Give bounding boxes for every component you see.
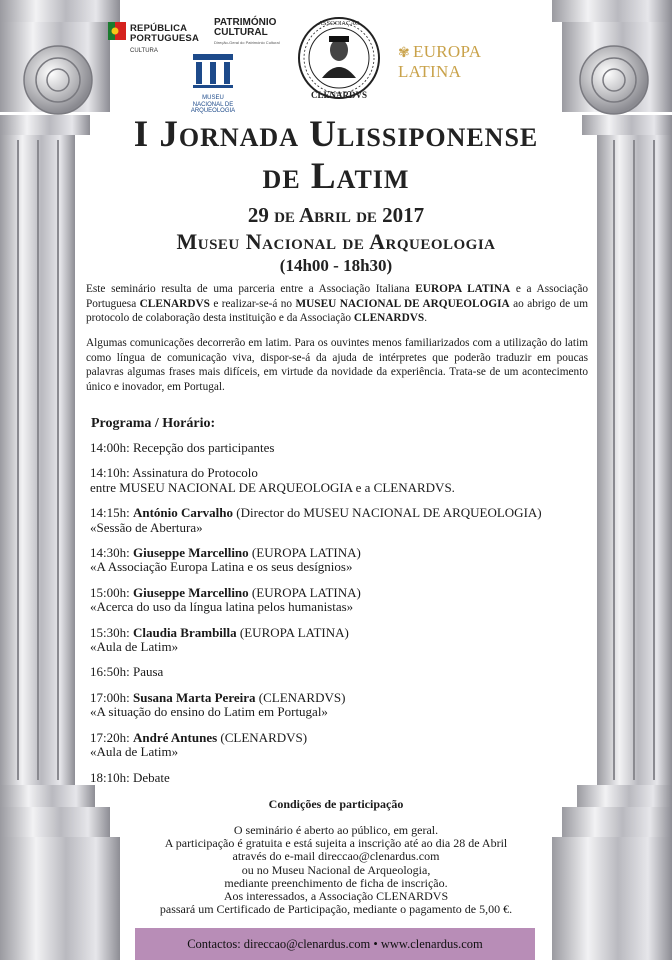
- programa-item: [90, 771, 590, 785]
- patrimonio-line2: CULTURAL: [214, 27, 268, 38]
- programa-item-line1: [90, 466, 590, 480]
- programa-item: [90, 731, 590, 760]
- programa-description: (CLENARDVS): [255, 689, 346, 705]
- programa-description: (EUROPA LATINA): [236, 624, 349, 640]
- programa-time: 17:00h:: [90, 689, 133, 705]
- programa-item: [90, 626, 590, 655]
- programa-item-line1: [90, 546, 590, 560]
- programa-item: [90, 665, 590, 679]
- programa-item-line1: [90, 665, 590, 679]
- event-title-line1: I Jornada Ulissiponense: [133, 114, 539, 155]
- programa-time: 18:10h:: [90, 769, 133, 785]
- republica-portuguesa-logo: [108, 18, 198, 58]
- programa-speaker: Susana Marta Pereira: [132, 689, 256, 705]
- museu-line1: MUSEU: [202, 95, 224, 101]
- laurel-icon: ✾: [398, 46, 411, 61]
- programa-item-line2: «Sessão de Abertura»: [90, 519, 203, 535]
- condicoes-line: passará um Certificado de Participação, mediante o pagamento de 5,00 €.: [159, 902, 513, 917]
- clenardus-seal-logo: [296, 12, 382, 104]
- programa-description: Pausa: [132, 664, 164, 680]
- portugal-flag-icon: [108, 22, 126, 40]
- intro-paragraph-1: Este seminário resulta de uma parceria entre a Associação Italiana EUROPA LATINA e a Associação Portuguesa CLENARDVS e realizar-se-á no MUSEU NACIONAL DE ARQUEOLOGIA ao abrigo de um protocolo de colaboração desta instituição e da Associação CLENARDVS.: [86, 283, 588, 325]
- republica-sub: CULTURA: [130, 48, 158, 54]
- condicoes-heading: Condições de participação: [268, 797, 404, 811]
- patrimonio-sub: Direção-Geral do Património Cultural: [214, 40, 280, 45]
- programa-time: 14:10h:: [90, 465, 133, 481]
- programa-item: [90, 546, 590, 575]
- programa-description: Debate: [132, 769, 170, 785]
- programa-item: [90, 466, 590, 495]
- programa-item-line2: entre MUSEU NACIONAL DE ARQUEOLOGIA e a CLENARDVS.: [90, 479, 455, 495]
- programa-description: Assinatura do Protocolo: [132, 465, 258, 481]
- europa-latina-text: EUROPA LATINA: [398, 42, 481, 81]
- programa-speaker: Claudia Brambilla: [132, 624, 237, 640]
- programa-list: [90, 441, 590, 785]
- programa-item-line1: [90, 506, 590, 520]
- programa-item-line2: «A situação do ensino do Latim em Portugal»: [90, 704, 328, 720]
- programa-time: 17:20h:: [90, 729, 133, 745]
- programa-speaker: André Antunes: [132, 729, 218, 745]
- republica-line1: REPÚBLICA: [130, 23, 188, 34]
- programa-item-line2: «A Associação Europa Latina e os seus desígnios»: [90, 559, 353, 575]
- programa-item: [90, 586, 590, 615]
- event-time: (14h00 - 18h30): [279, 256, 393, 275]
- patrimonio-line1: PATRIMÓNIO: [214, 17, 277, 28]
- museu-line3: ARQUEOLOGIA: [190, 108, 236, 114]
- programa-item-line1: [90, 731, 590, 745]
- programa-description: (EUROPA LATINA): [248, 584, 361, 600]
- condicoes-line: O seminário é aberto ao público, em geral.: [233, 823, 439, 837]
- programa-description: (Director do MUSEU NACIONAL DE ARQUEOLOGIA): [233, 505, 542, 521]
- programa-description: Recepção dos participantes: [132, 440, 275, 455]
- programa-item-line1: [90, 626, 590, 640]
- programa-speaker: António Carvalho: [132, 505, 234, 521]
- svg-text:ASSOCIAÇÃO: ASSOCIAÇÃO: [318, 20, 360, 27]
- condicoes-text: [100, 824, 572, 916]
- programa-time: 14:30h:: [90, 545, 133, 561]
- programa-item: [90, 691, 590, 720]
- programa-time: 15:00h:: [90, 584, 133, 600]
- museum-columns-icon: [193, 54, 233, 88]
- programa-time: 14:00h:: [90, 440, 133, 455]
- condicoes-line: mediante preenchimento de ficha de inscrição.: [224, 875, 448, 890]
- condicoes-line: ou no Museu Nacional de Arqueologia,: [241, 862, 431, 877]
- event-date: 29 de Abril de 2017: [247, 203, 425, 227]
- condicoes-line: A participação é gratuita e está sujeita a inscrição até ao dia 28 de Abril: [164, 836, 508, 851]
- programa-speaker: Giuseppe Marcellino: [132, 545, 249, 561]
- condicoes-line: Aos interessados, a Associação CLENARDVS: [223, 889, 449, 904]
- condicoes-line: através do e-mail direccao@clenardus.com: [232, 849, 440, 864]
- programa-time: 14:15h:: [90, 505, 133, 521]
- programa-item: [90, 506, 590, 535]
- programa-item-line2: «Aula de Latim»: [90, 744, 179, 760]
- programa-speaker: Giuseppe Marcellino: [132, 584, 249, 600]
- programa-heading: Programa / Horário:: [91, 416, 216, 431]
- programa-item-line1: [90, 771, 590, 785]
- patrimonio-cultural-logo: [214, 18, 294, 58]
- programa-item-line2: «Acerca do uso da língua latina pelos humanistas»: [90, 599, 354, 615]
- museu-line2: NACIONAL DE: [192, 101, 234, 108]
- programa-item-line1: [90, 691, 590, 705]
- programa-item-line1: [90, 586, 590, 600]
- event-title-line2: de Latim: [262, 156, 410, 197]
- svg-text:CLENARDVS: CLENARDVS: [310, 90, 368, 100]
- logo-strip: [100, 12, 570, 122]
- programa-description: (CLENARDVS): [217, 729, 308, 745]
- republica-line2: PORTUGUESA: [130, 33, 200, 44]
- programa-description: (EUROPA LATINA): [248, 545, 361, 561]
- programa-time: 15:30h:: [90, 624, 133, 640]
- programa-time: 16:50h:: [90, 664, 133, 680]
- contact-footer: Contactos: direccao@clenardus.com • www.clenardus.com: [135, 928, 535, 960]
- europa-latina-logo: [398, 42, 538, 81]
- programa-item-line2: «Aula de Latim»: [90, 639, 179, 655]
- programa-item: [90, 441, 590, 455]
- event-venue: Museu Nacional de Arqueologia: [176, 229, 496, 254]
- programa-item-line1: [90, 441, 590, 455]
- intro-paragraph-2: Algumas comunicações decorrerão em latim. Para os ouvintes menos familiarizados com a utilização do latim como língua de comunicação viva, dispor-se-á da ajuda de intérpretes que poderão traduzir em poucas palavras algumas frases mais difíceis, em virtude da novidade da experiência. Trata-se de um acontecimento único e inovador, em Portugal.: [86, 337, 588, 393]
